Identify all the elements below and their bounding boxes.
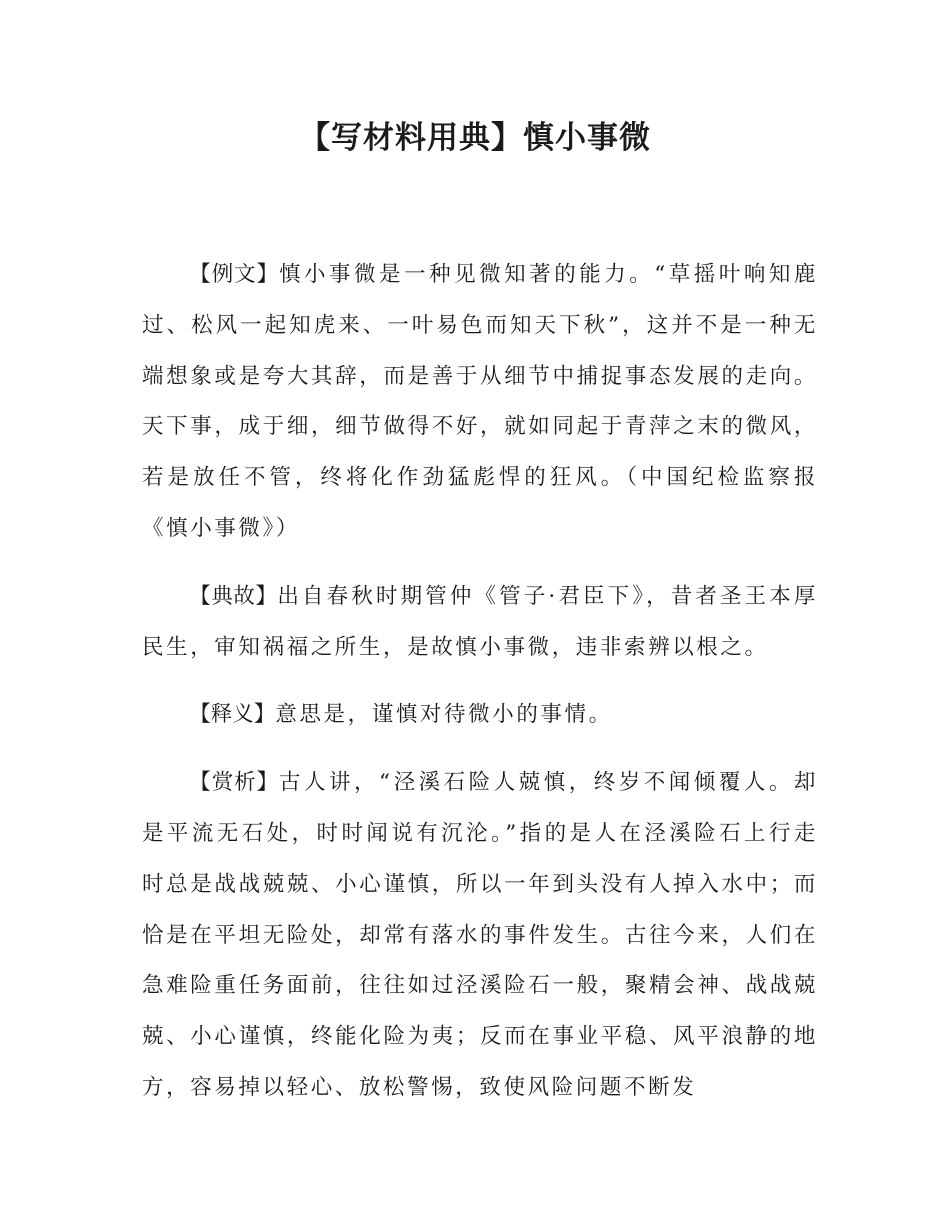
paragraph-allusion: [142, 572, 818, 674]
document-body: [142, 250, 818, 1131]
paragraph-text: 意思是，谨慎对待微小的事情。: [275, 702, 613, 728]
paragraph-text: 慎小事微是一种见微知著的能力。“草摇叶响知鹿过、松风一起知虎来、一叶易色而知天下秋”，这并不是一种无端想象或是夸大其辞，而是善于从细节中捕捉事态发展的走向。天下事，成于细，细节做得不好，就如同起于青萍之末的微风，若是放任不管，终将化作劲猛彪悍的狂风。（中国纪检监察报《慎小事微》）: [142, 262, 818, 541]
document-title: 【写材料用典】慎小事微: [299, 120, 651, 156]
paragraph-meaning: [142, 690, 818, 741]
paragraph-text: 出自春秋时期管仲《管子·君臣下》，昔者圣王本厚民生，审知祸福之所生，是故慎小事微，违非索辨以根之。: [142, 583, 818, 660]
paragraph-text: 古人讲，“泾溪石险人兢慎，终岁不闻倾覆人。却是平流无石处，时时闻说有沉沦。”指的是人在泾溪险石上行走时总是战战兢兢、小心谨慎，所以一年到头没有人掉入水中；而恰是在平坦无险处，却常有落水的事件发生。古往今来，人们在急难险重任务面前，往往如过泾溪险石一般，聚精会神、战战兢兢、小心谨慎，终能化险为夷；反而在事业平稳、风平浪静的地方，容易掉以轻心、放松警惕，致使风险问题不断发: [142, 770, 818, 1100]
paragraph-appreciation: [142, 758, 818, 1114]
paragraph-tag: 【释义】: [189, 702, 276, 728]
paragraph-example: [142, 250, 818, 555]
paragraph-tag: 【典故】: [189, 583, 278, 609]
paragraph-tag: 【赏析】: [189, 770, 279, 796]
paragraph-tag: 【例文】: [189, 262, 279, 287]
